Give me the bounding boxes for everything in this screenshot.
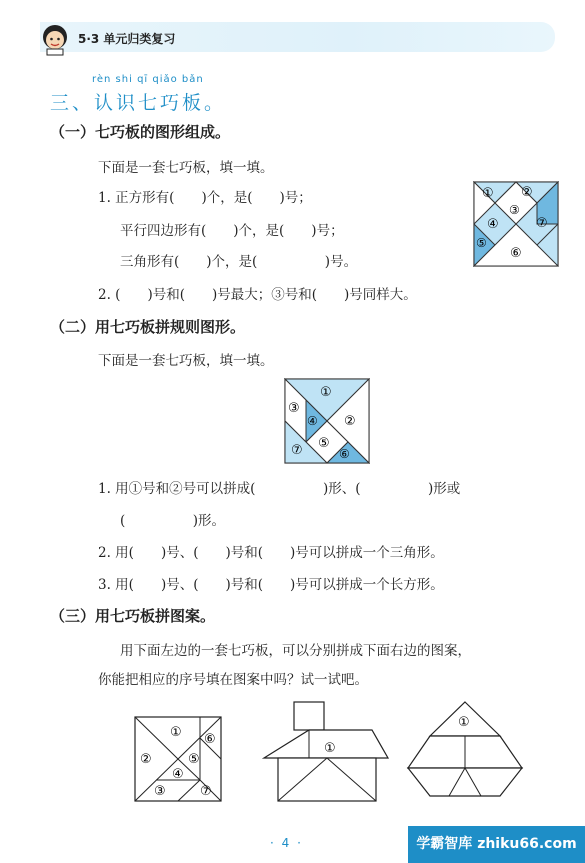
- fig2-label-3: ③: [288, 401, 300, 416]
- part1-title: （一）七巧板的图形组成。: [50, 123, 231, 141]
- part1-q1-line2: 平行四边形有( )个，是( )号；: [120, 223, 344, 239]
- fig2-label-4: ④: [307, 414, 318, 428]
- tree-label-1: ①: [458, 715, 470, 730]
- part3-text1: 用下面左边的一套七巧板，可以分别拼成下面右边的图案，: [120, 643, 471, 659]
- part2-q2: 2. 用( )号、( )号和( )号可以拼成一个三角形。: [98, 545, 444, 561]
- watermark-banner: [408, 826, 585, 863]
- sq-label-5: ⑤: [188, 752, 200, 767]
- sq-label-1: ①: [170, 725, 182, 740]
- fig1-label-5: ⑤: [476, 236, 487, 250]
- tangram-square-outline: [134, 716, 222, 802]
- tangram-house-outline: [262, 700, 390, 803]
- part3-title: （三）用七巧板拼图案。: [50, 607, 216, 625]
- fig1-label-6: ⑥: [510, 246, 522, 261]
- part1-q1-line1: 1. 正方形有( )个，是( )号；: [98, 190, 312, 206]
- part1-intro: 下面是一套七巧板，填一填。: [98, 160, 274, 176]
- part2-intro: 下面是一套七巧板，填一填。: [98, 353, 274, 369]
- part2-title: （二）用七巧板拼规则图形。: [50, 318, 246, 336]
- fig1-label-7: ⑦: [536, 216, 548, 231]
- section-title: 三、认识七巧板。: [50, 92, 227, 114]
- fig1-label-4: ④: [487, 217, 499, 232]
- mascot-icon: [38, 22, 72, 56]
- sq-label-6: ⑥: [204, 732, 216, 747]
- watermark-url: zhiku66.com: [477, 836, 577, 852]
- fig2-label-6: ⑥: [339, 447, 350, 461]
- sq-label-3: ③: [154, 784, 166, 799]
- fig2-label-5: ⑤: [318, 436, 330, 451]
- tangram-figure-2: [284, 378, 370, 464]
- tangram-figure-1: [473, 181, 559, 267]
- part3-text2: 你能把相应的序号填在图案中吗？试一试吧。: [98, 672, 368, 688]
- header-title: 5·3 单元归类复习: [78, 32, 176, 46]
- section-pinyin: rèn shi qī qiǎo bǎn: [92, 74, 204, 85]
- part1-q1-line3: 三角形有( )个，是( )号。: [120, 254, 358, 270]
- fig1-label-1: ①: [482, 186, 494, 201]
- part2-q1-line1: 1. 用①号和②号可以拼成( )形、( )形或: [98, 481, 461, 497]
- page-number: · 4 ·: [270, 836, 303, 850]
- house-label-1: ①: [324, 741, 336, 756]
- tangram-tree-outline: [404, 700, 526, 802]
- watermark-brand: 学霸智库: [416, 836, 473, 852]
- fig2-label-2: ②: [344, 414, 356, 429]
- part2-q3: 3. 用( )号、( )号和( )号可以拼成一个长方形。: [98, 577, 444, 593]
- fig2-label-1: ①: [320, 385, 332, 400]
- sq-label-4: ④: [172, 767, 184, 782]
- fig2-label-7: ⑦: [291, 443, 303, 458]
- part2-q1-line2: ( )形。: [120, 513, 226, 529]
- sq-label-2: ②: [140, 752, 152, 767]
- fig1-label-2: ②: [521, 185, 533, 200]
- part1-q2: 2. ( )号和( )号最大；③号和( )号同样大。: [98, 287, 417, 303]
- fig1-label-3: ③: [509, 203, 520, 217]
- sq-label-7: ⑦: [200, 784, 212, 799]
